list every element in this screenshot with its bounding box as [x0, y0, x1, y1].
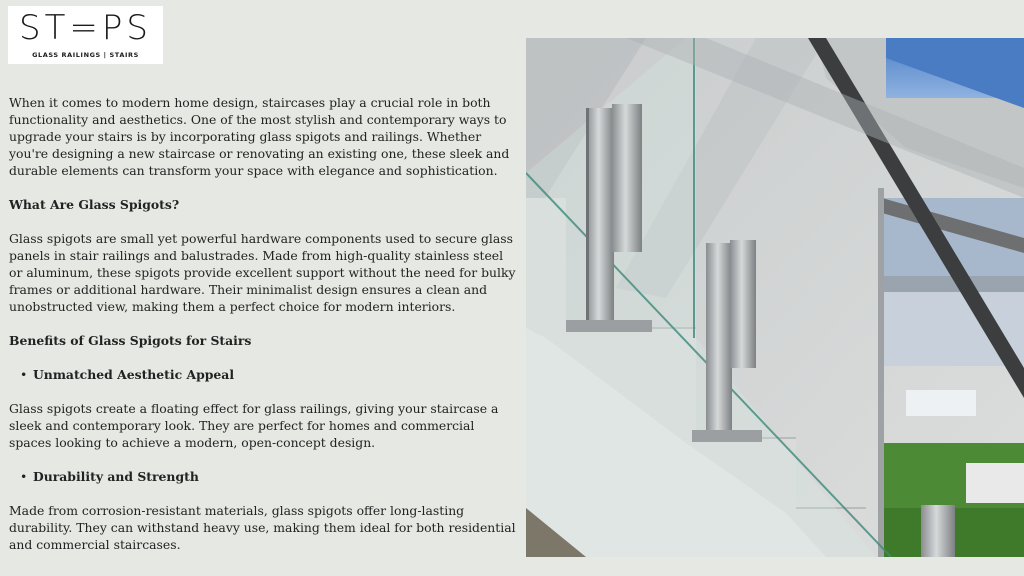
steps-logo: [8, 6, 163, 64]
benefit-list-2: [9, 468, 519, 485]
intro-paragraph: When it comes to modern home design, staircases play a crucial role in both functionality and aesthetics. One of the most stylish and contemporary ways to upgrade your stairs is by incorporating glass spigots and railings. Whether you're designing a new staircase or renovating an existing one, these sleek and durable elements can transform your space with elegance and sophistication.: [9, 95, 510, 178]
bullet-icon: •: [20, 367, 28, 382]
benefit-title: Durability and Strength: [33, 469, 199, 484]
benefit-list-1: [9, 366, 519, 383]
article-body: [9, 94, 519, 570]
what-paragraph: Glass spigots are small yet powerful hardware components used to secure glass panels in stair railings and balustrades. Made from high-quality stainless steel or aluminum, these spigots provide excellent support without the need for bulky frames or additional hardware. Their minimalist design ensures a clean and unobstructed view, making them a perfect choice for modern interiors.: [9, 231, 516, 314]
heading-what-are-glass-spigots: What Are Glass Spigots?: [9, 197, 180, 212]
benefit-item-durability: [20, 468, 519, 485]
heading-benefits: Benefits of Glass Spigots for Stairs: [9, 333, 252, 348]
bullet-icon: •: [20, 469, 28, 484]
benefit-title: Unmatched Aesthetic Appeal: [33, 367, 235, 382]
benefit1-paragraph: Glass spigots create a floating effect for glass railings, giving your staircase a sleek and contemporary look. They are perfect for homes and commercial spaces looking to achieve a modern, open-concept design.: [9, 401, 499, 450]
logo-wordmark: ST=PS: [19, 8, 152, 48]
benefit-item-aesthetic: [20, 366, 519, 383]
logo-tagline: GLASS RAILINGS | STAIRS: [32, 51, 139, 59]
benefit2-paragraph: Made from corrosion-resistant materials, glass spigots offer long-lasting durability. They can withstand heavy use, making them ideal for both residential and commercial staircases.: [9, 503, 516, 552]
staircase-photo: [526, 38, 1024, 557]
